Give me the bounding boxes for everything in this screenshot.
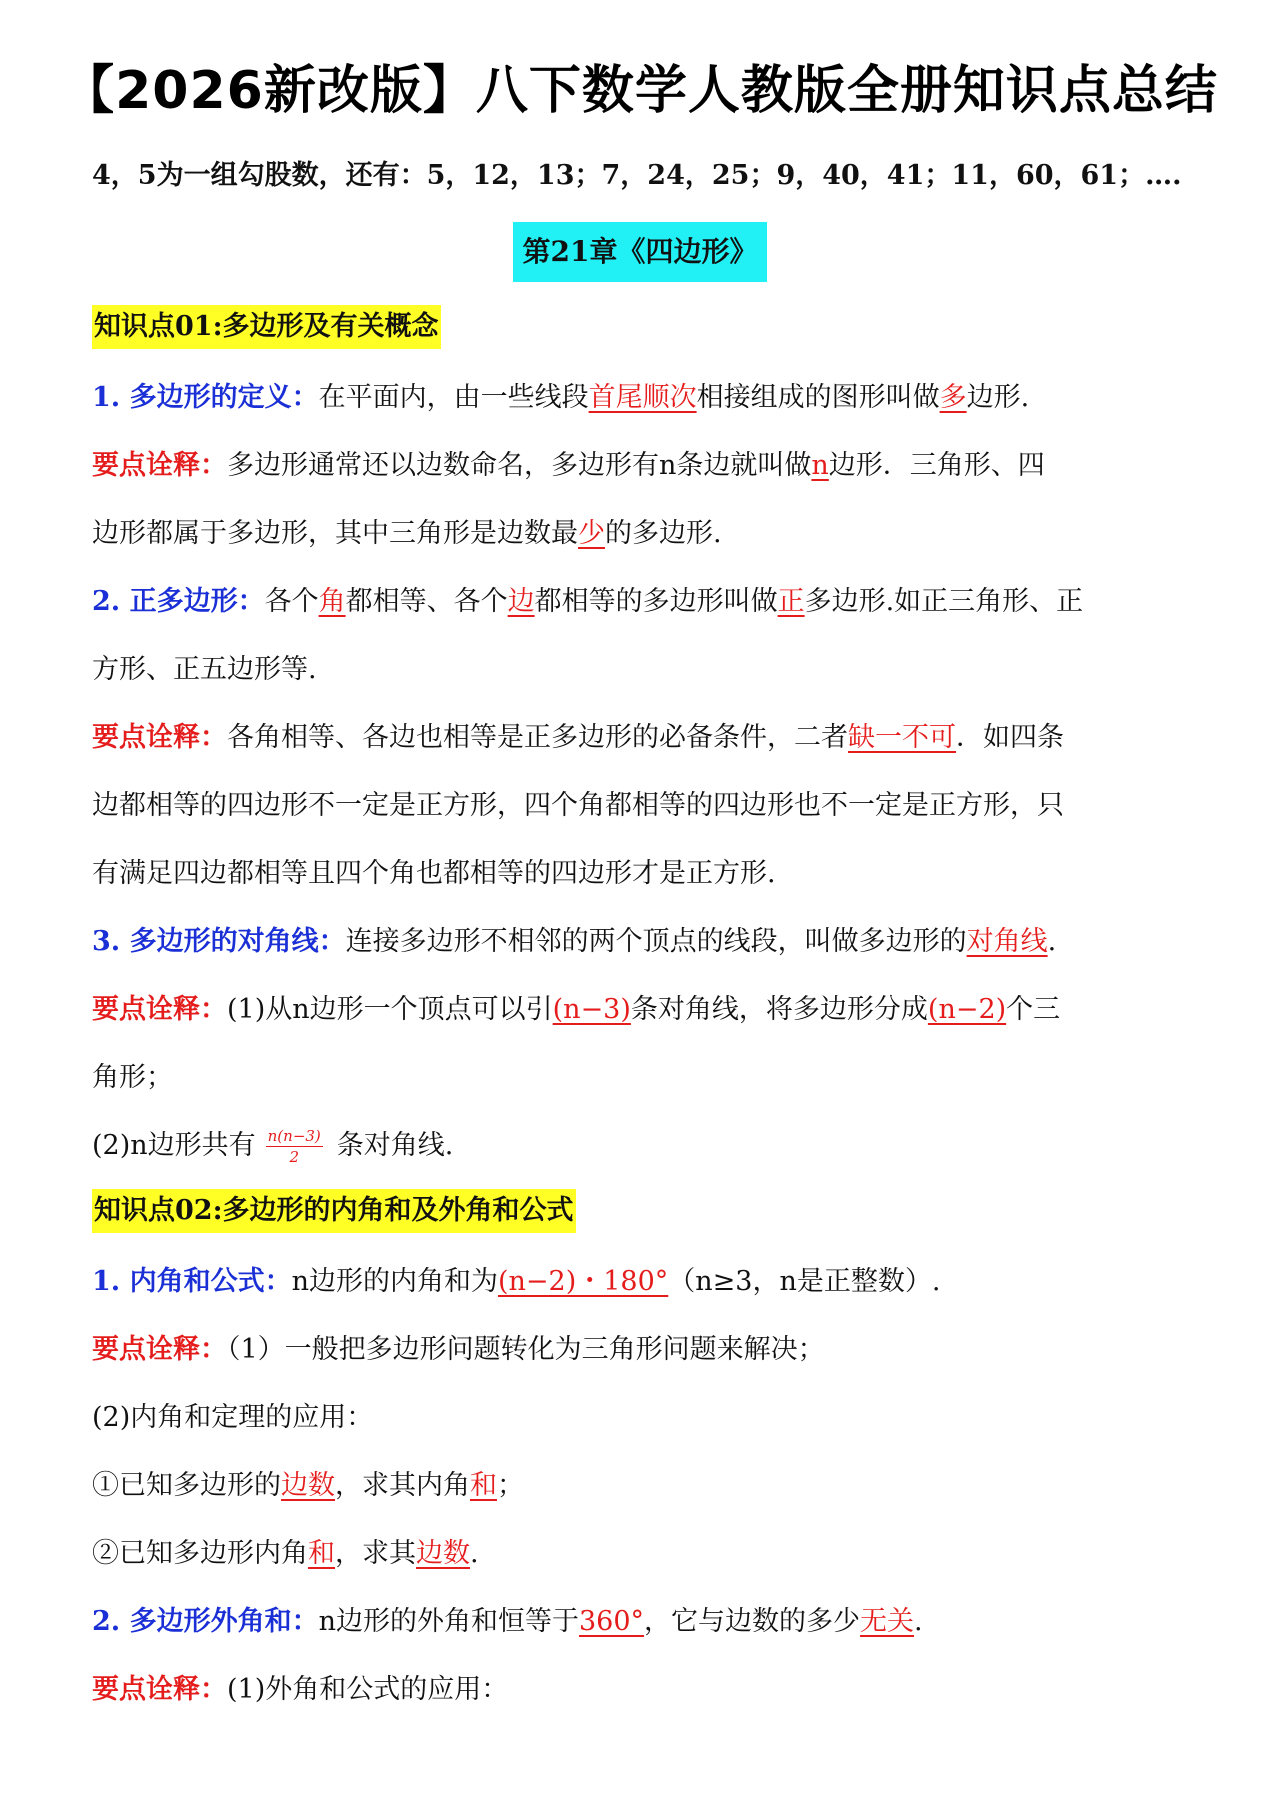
answer-blank: 和 [308, 1538, 335, 1569]
note-line [92, 1656, 1202, 1724]
answer-blank: (n−3) [552, 994, 631, 1025]
note-label: 要点诠释： [92, 1334, 227, 1365]
text: 各个 [264, 586, 319, 617]
text: ，它与边数的多少 [644, 1606, 861, 1637]
answer-blank: 首尾顺次 [588, 382, 697, 413]
text: 的多边形. [605, 518, 722, 549]
intro-line: 4，5为一组勾股数，还有：5，12，13；7，24，25；9，40，41；11，60，61；…. [92, 160, 1182, 191]
note-line [92, 500, 1202, 568]
text: 边形都属于多边形，其中三角形是边数最 [92, 518, 578, 549]
text: ，求其内角 [335, 1470, 470, 1501]
diagonal-definition [92, 908, 1202, 976]
answer-blank: 多 [939, 382, 967, 413]
text: n边形的外角和恒等于 [318, 1606, 579, 1637]
answer-blank: 无关 [860, 1606, 915, 1637]
note-label: 要点诠释： [92, 722, 227, 753]
text: (1)从n边形一个顶点可以引 [227, 994, 553, 1025]
note-line [92, 432, 1202, 500]
text: (2)n边形共有 [92, 1130, 256, 1161]
text: ．如四条 [956, 722, 1064, 753]
note-line [92, 704, 1202, 772]
answer-blank: 边 [507, 586, 535, 617]
note-label: 要点诠释： [92, 1674, 227, 1705]
knowledge-point-1-heading: 知识点01:多边形及有关概念 [92, 305, 441, 349]
text: 条对角线. [336, 1130, 454, 1161]
note-label: 要点诠释： [92, 450, 227, 481]
text: 多边形.如正三角形、正 [804, 586, 1084, 617]
text: 各角相等、各边也相等是正多边形的必备条件，二者 [227, 722, 848, 753]
answer-blank: 缺一不可 [848, 722, 956, 753]
text: . [914, 1606, 923, 1637]
note-line [92, 976, 1202, 1044]
text: 多边形通常还以边数命名，多边形有n条边就叫做 [227, 450, 812, 481]
note-label: 要点诠释： [92, 994, 227, 1025]
text: ①已知多边形的 [92, 1470, 281, 1501]
chapter-heading: 第21章《四边形》 [513, 222, 768, 282]
text: . [1047, 926, 1057, 957]
answer-blank: 边数 [281, 1470, 335, 1501]
text: 条对角线，将多边形分成 [630, 994, 928, 1025]
text: (1)外角和公式的应用： [227, 1674, 509, 1705]
definition-label: 1. 内角和公式： [92, 1266, 292, 1297]
text: 都相等、各个 [345, 586, 508, 617]
answer-blank: 360° [578, 1606, 645, 1637]
fraction-numerator: n(n−3) [267, 1127, 321, 1145]
text-line: 方形、正五边形等. [92, 654, 317, 685]
exterior-angle-sum [92, 1588, 1202, 1656]
note-line: 边都相等的四边形不一定是正方形，四个角都相等的四边形也不一定是正方形，只 [92, 790, 1064, 821]
text: ②已知多边形内角 [92, 1538, 308, 1569]
polygon-definition [92, 364, 1202, 432]
text: （1）一般把多边形问题转化为三角形问题来解决； [227, 1334, 825, 1365]
note-line [92, 1316, 1202, 1384]
knowledge-point-2-heading: 知识点02:多边形的内角和及外角和公式 [92, 1189, 576, 1233]
text: 都相等的多边形叫做 [534, 586, 778, 617]
answer-blank: 正 [777, 586, 805, 617]
definition-label: 2. 多边形外角和： [92, 1606, 319, 1637]
note-line: 角形； [92, 1062, 173, 1093]
note-line: (2)内角和定理的应用： [92, 1402, 374, 1433]
interior-angle-formula [92, 1248, 1202, 1316]
text: （n≥3，n是正整数）. [668, 1266, 941, 1297]
fraction-denominator: 2 [289, 1148, 299, 1166]
note-line [92, 1452, 1202, 1520]
answer-blank: 角 [318, 586, 346, 617]
knowledge-point-2-row [92, 1180, 1202, 1248]
text: . [470, 1538, 479, 1569]
text: 在平面内，由一些线段 [318, 382, 589, 413]
text: 边形. [966, 382, 1030, 413]
answer-blank: 和 [470, 1470, 497, 1501]
text: n边形的内角和为 [291, 1266, 498, 1297]
chapter-heading-row [0, 222, 1280, 296]
regular-polygon-definition [92, 568, 1202, 636]
answer-blank: (n−2)・180° [497, 1266, 669, 1297]
text: ，求其 [335, 1538, 416, 1569]
answer-blank: 少 [578, 518, 605, 549]
text: 连接多边形不相邻的两个顶点的线段，叫做多边形的 [345, 926, 967, 957]
note-line [92, 1520, 1202, 1588]
text: 相接组成的图形叫做 [696, 382, 940, 413]
answer-blank: 边数 [416, 1538, 470, 1569]
answer-blank: 对角线 [966, 926, 1048, 957]
answer-blank: n [811, 450, 829, 481]
text: ； [497, 1470, 524, 1501]
text: 个三 [1006, 994, 1061, 1025]
definition-label: 1. 多边形的定义： [92, 382, 319, 413]
page-title: 【2026新改版】八下数学人教版全册知识点总结 [62, 61, 1218, 121]
definition-label: 3. 多边形的对角线： [92, 926, 346, 957]
fraction [266, 1126, 323, 1167]
document-body [92, 152, 1202, 1724]
text: 边形．三角形、四 [828, 450, 1045, 481]
note-line [92, 1112, 1202, 1180]
definition-label: 2. 正多边形： [92, 586, 265, 617]
answer-blank: (n−2) [927, 994, 1007, 1025]
note-line: 有满足四边都相等且四个角也都相等的四边形才是正方形. [92, 858, 776, 889]
knowledge-point-1-row [92, 296, 1202, 364]
